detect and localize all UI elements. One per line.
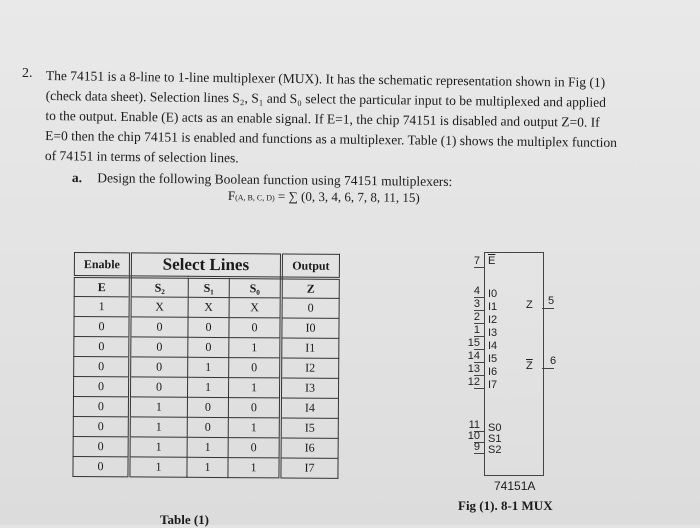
pin-number: 14 <box>467 350 480 362</box>
table-cell: 0 <box>130 317 188 337</box>
table-cell: I7 <box>280 458 338 478</box>
pin-number: 12 <box>467 376 480 388</box>
table-cell: 0 <box>73 416 129 436</box>
subquestion <box>72 170 453 190</box>
pin-label-input: I0 <box>488 288 498 300</box>
pin-label-input: I3 <box>488 327 498 339</box>
table-cell: 1 <box>129 397 187 417</box>
pin-number: 4 <box>473 285 480 297</box>
question-number: 2. <box>22 66 33 81</box>
table-cell: 0 <box>187 397 228 417</box>
table-row <box>73 436 338 458</box>
table-cell: 0 <box>130 357 188 377</box>
table-row <box>74 357 339 379</box>
table-cell: 0 <box>73 396 129 416</box>
table-cell: I3 <box>280 378 338 398</box>
pin-label-output-z: Z <box>526 299 533 311</box>
table-cell: 1 <box>74 297 130 317</box>
table-cell: 1 <box>129 437 187 457</box>
pin-number: 10 <box>467 430 480 442</box>
pin-number: 15 <box>467 337 480 349</box>
function-name: F <box>227 188 236 204</box>
pin-label-output-zbar: $\overline{Z}$ <box>526 360 533 372</box>
pin-label-select: S1 <box>488 433 502 445</box>
table-row <box>73 396 338 418</box>
table-header-columns <box>74 277 339 299</box>
subquestion-text: Design the following Boolean function using 74151 multiplexers: <box>97 170 453 189</box>
question-paragraph <box>45 66 686 174</box>
table-cell: I0 <box>281 318 339 338</box>
pin-line <box>474 388 484 389</box>
subquestion-label: a. <box>71 170 83 186</box>
table-row <box>73 377 338 399</box>
table-cell: I5 <box>280 418 338 438</box>
table-cell: 1 <box>187 457 228 477</box>
table-cell: 0 <box>281 298 339 318</box>
question-line: (check data sheet). Selection lines S₂, S₁ and S₀ select the particular input to be multiplexed and applied <box>45 87 607 110</box>
pin-label-input: I5 <box>488 353 498 365</box>
table-cell: 0 <box>73 377 129 397</box>
function-minterms: = ∑ (0, 3, 4, 6, 7, 8, 11, 15) <box>274 188 420 206</box>
column-header: S₂ <box>130 277 188 297</box>
table-cell: X <box>130 297 188 317</box>
table-row <box>74 317 339 339</box>
chip-name: 74151A <box>494 479 536 493</box>
pin-label-select: S2 <box>488 444 502 456</box>
pin-number: 5 <box>548 295 555 307</box>
table-cell: 1 <box>187 437 228 457</box>
table-cell: 0 <box>130 337 188 357</box>
pin-line <box>474 453 484 454</box>
table-cell: 1 <box>187 377 228 397</box>
truth-table <box>72 252 340 479</box>
table-cell: 0 <box>74 357 130 377</box>
table-cell: 0 <box>228 398 280 418</box>
header-select-lines: Select Lines <box>130 253 281 278</box>
table-cell: 1 <box>228 378 280 398</box>
function-variables: (A, B, C, D) <box>235 193 275 203</box>
column-header: S₁ <box>188 277 229 297</box>
pin-line <box>474 267 484 268</box>
header-output: Output <box>281 254 339 278</box>
table-cell: I6 <box>280 438 338 458</box>
table-cell: 1 <box>229 338 281 358</box>
pin-line <box>542 308 554 309</box>
table-cell: 0 <box>188 317 229 337</box>
table-caption: Table (1) <box>160 512 209 527</box>
header-enable: Enable <box>74 253 130 277</box>
table-cell: 0 <box>74 337 130 357</box>
pin-label-input: I4 <box>488 340 498 352</box>
column-header: Z <box>281 278 339 298</box>
pin-number: 13 <box>467 363 480 375</box>
pin-number: 1 <box>473 324 480 336</box>
column-header: E <box>74 277 130 297</box>
table-header-groups <box>74 253 339 279</box>
pin-number: 9 <box>473 441 480 453</box>
table-cell: 1 <box>129 417 187 437</box>
question-line: to the output. Enable (E) acts as an enable signal. If E=1, the chip 74151 is disabled and output Z=0. If <box>45 107 600 130</box>
table-cell: X <box>188 297 229 317</box>
table-row <box>73 456 338 478</box>
pin-number: 11 <box>468 419 480 431</box>
pin-number: 3 <box>473 298 480 310</box>
table-cell: I1 <box>281 338 339 358</box>
table-row <box>74 337 339 359</box>
figure-caption: Fig (1). 8-1 MUX <box>458 498 553 513</box>
question-line: The 74151 is a 8-line to 1-line multiplexer (MUX). It has the schematic representation shown in Fig (1) <box>45 67 606 90</box>
table-cell: 0 <box>73 436 129 456</box>
question-line: E=0 then the chip 74151 is enabled and functions as a multiplexer. Table (1) shows the multiplex function <box>45 127 618 150</box>
column-header: S₀ <box>229 278 281 298</box>
table-cell: 0 <box>229 358 281 378</box>
table-row <box>73 416 338 438</box>
table-cell: 1 <box>228 418 280 438</box>
question-line: of 74151 in terms of selection lines. <box>44 147 239 166</box>
pin-number: 6 <box>550 355 557 367</box>
pin-label-enable: $\overline{E}$ <box>488 255 496 267</box>
table-cell: 1 <box>188 357 229 377</box>
table-cell: 1 <box>129 457 187 477</box>
table-cell: 0 <box>229 318 281 338</box>
pin-label-input: I7 <box>488 379 498 391</box>
boolean-function <box>228 188 420 206</box>
pin-label-input: I1 <box>488 301 498 313</box>
table-cell: 0 <box>188 337 229 357</box>
table-cell: 0 <box>129 377 187 397</box>
table-cell: 0 <box>228 438 280 458</box>
table-cell: 0 <box>74 317 130 337</box>
pin-label-select: S0 <box>488 422 502 434</box>
table-cell: 1 <box>228 458 280 478</box>
pin-label-input: I2 <box>488 314 498 326</box>
table-cell: I4 <box>280 398 338 418</box>
table-cell: 0 <box>73 456 129 476</box>
pin-line <box>542 368 554 369</box>
table-cell: X <box>229 298 281 318</box>
table-cell: 0 <box>187 417 228 437</box>
pin-label-input: I6 <box>488 366 498 378</box>
table-cell: I2 <box>281 358 339 378</box>
pin-number: 2 <box>473 311 480 323</box>
pin-number: 7 <box>473 255 480 267</box>
table-row <box>74 297 339 319</box>
